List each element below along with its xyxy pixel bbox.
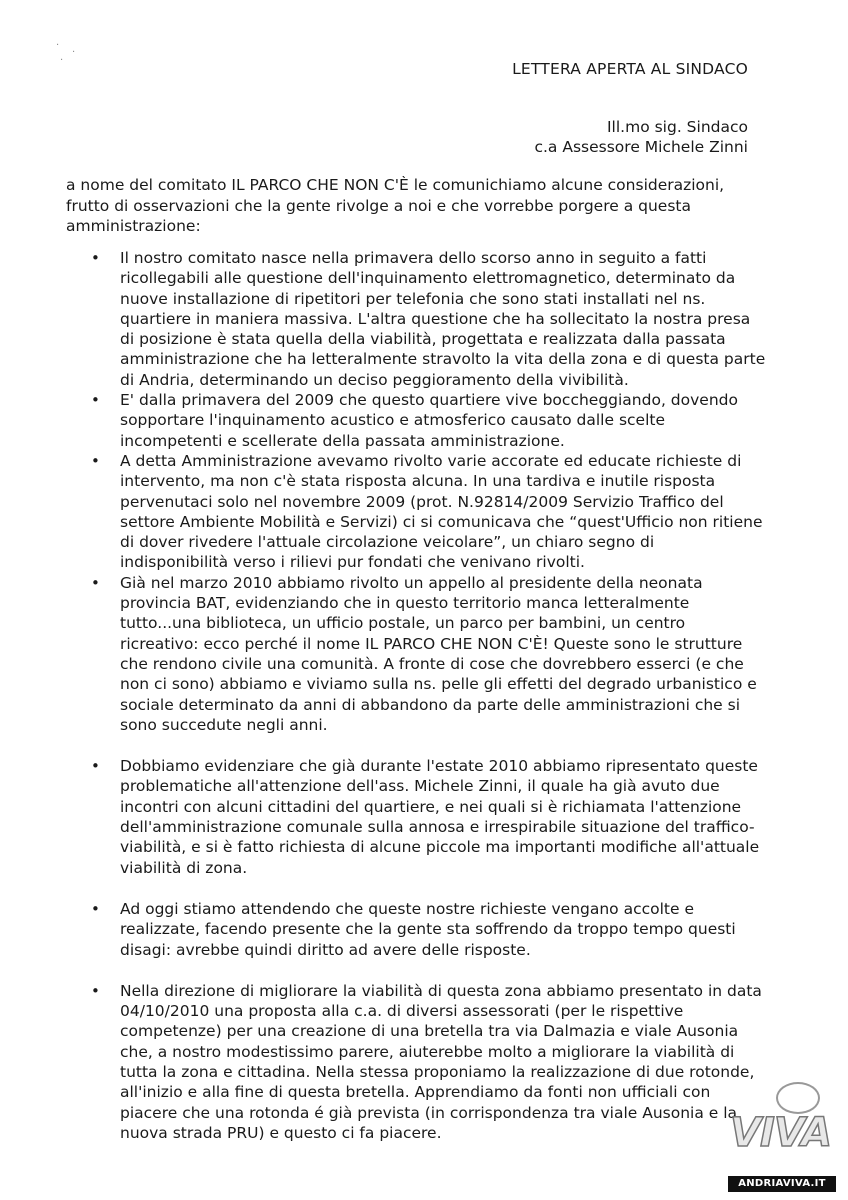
recipient-mayor: Ill.mo sig. Sindaco [606, 118, 748, 136]
list-item [66, 248, 766, 390]
list-item [66, 899, 766, 960]
list-item [66, 451, 766, 573]
scan-speck: · [56, 40, 60, 51]
bullet-icon: • [91, 757, 100, 776]
letter-title: LETTERA APERTA AL SINDACO [512, 60, 748, 78]
list-item-text: E' dalla primavera del 2009 che questo quartiere vive boccheggiando, dovendo sopportare l'inquinamento acustico e atmosferico causato dalle scelte incompetenti e scellerate della passata amministrazione. [120, 391, 738, 450]
bullet-icon: • [91, 451, 100, 470]
bullet-icon: • [91, 981, 100, 1000]
intro-paragraph: a nome del comitato IL PARCO CHE NON C'È le comunichiamo alcune considerazioni, frutto di osservazioni che la gente rivolge a noi e che vorrebbe porgere a questa amministrazione: [66, 176, 725, 235]
bullet-icon: • [91, 249, 100, 267]
bullet-icon: • [91, 899, 100, 918]
scan-speck: · [60, 55, 64, 66]
watermark-url: ANDRIAVIVA.IT [728, 1176, 836, 1192]
list-item-text: A detta Amministrazione avevamo rivolto varie accorate ed educate richieste di intervento, ma non c'è stata risposta alcuna. In una tardiva e inutile risposta pervenutaci solo nel novembre 2009 (prot. N.92814/2009 Servizio Traffico del settore Ambiente Mobilità e Servizi) ci si comunicava che “quest'Ufficio non ritiene di dover rivedere l'attuale circolazione veicolare”, un chiaro segno di indisponibilità verso i rilievi pur fondati che venivano rivolti. [120, 451, 763, 572]
scan-speck: · [72, 47, 76, 58]
recipient-councillor: c.a Assessore Michele Zinni [534, 138, 748, 156]
logo-wordmark: VIVA [730, 1110, 832, 1156]
points-list [66, 248, 766, 1143]
list-item-text: Nella direzione di migliorare la viabilità di questa zona abbiamo presentato in data 04/10/2010 una proposta alla c.a. di diversi assessorati (per le rispettive competenze) per una creazione di una bretella tra via Dalmazia e viale Ausonia che, a nostro modestissimo parere, aiuterebbe molto a migliorare la viabilità di tutta la zona e cittadina. Nella stessa proponiamo la realizzazione di due rotonde, all'inizio e alla fine di questa bretella. Apprendiamo da fonti non ufficiali con piacere che una rotonda é già prevista (in corrispondenza tra viale Ausonia e la nuova strada PRU) e questo ci fa piacere. [120, 981, 762, 1142]
list-item [66, 573, 766, 735]
list-item-text: Già nel marzo 2010 abbiamo rivolto un appello al presidente della neonata provincia BAT, evidenziando che in questo territorio manca letteralmente tutto...una biblioteca, un ufficio postale, un parco per bambini, un centro ricreativo: ecco perché il nome IL PARCO CHE NON C'È! Queste sono le strutture che rendono civile una comunità. A fronte di cose che dovrebbero esserci (e che non ci sono) abbiamo e viviamo sulla ns. pelle gli effetti del degrado urbanistico e sociale determinato da anni di abbandono da parte delle amministrazioni che si sono succedute negli anni. [120, 573, 757, 734]
list-item-text: Dobbiamo evidenziare che già durante l'estate 2010 abbiamo ripresentato queste problematiche all'attenzione dell'ass. Michele Zinni, il quale ha già avuto due incontri con alcuni cittadini del quartiere, e nei quali si è richiamata l'attenzione dell'amministrazione comunale sulla annosa e irrespirabile situazione del traffico-viabilità, e si è fatto richiesta di alcune piccole ma importanti modifiche all'attuale viabilità di zona. [120, 757, 760, 877]
bullet-icon: • [91, 573, 100, 592]
recipients-block [534, 117, 748, 157]
bullet-icon: • [91, 391, 100, 410]
list-item [66, 756, 766, 878]
list-item [66, 981, 766, 1143]
andriaviva-watermark [726, 1082, 838, 1192]
list-item [66, 390, 766, 451]
list-item-text: Il nostro comitato nasce nella primavera dello scorso anno in seguito a fatti ricollegabili alle questione dell'inquinamento elettromagnetico, determinato da nuove installazione di ripetitori per telefonia che sono stati installati nel ns. quartiere in maniera massiva. L'altra questione che ha sollecitato la nostra presa di posizione è stata quella della viabilità, progettata e realizzata dalla passata amministrazione che ha letteralmente stravolto la vita della zona e di questa parte di Andria, determinando un deciso peggioramento della vivibilità. [120, 249, 766, 389]
list-item-text: Ad oggi stiamo attendendo che queste nostre richieste vengano accolte e realizzate, facendo presente che la gente sta soffrendo da troppo tempo questi disagi: avrebbe quindi diritto ad avere delle risposte. [120, 899, 736, 959]
